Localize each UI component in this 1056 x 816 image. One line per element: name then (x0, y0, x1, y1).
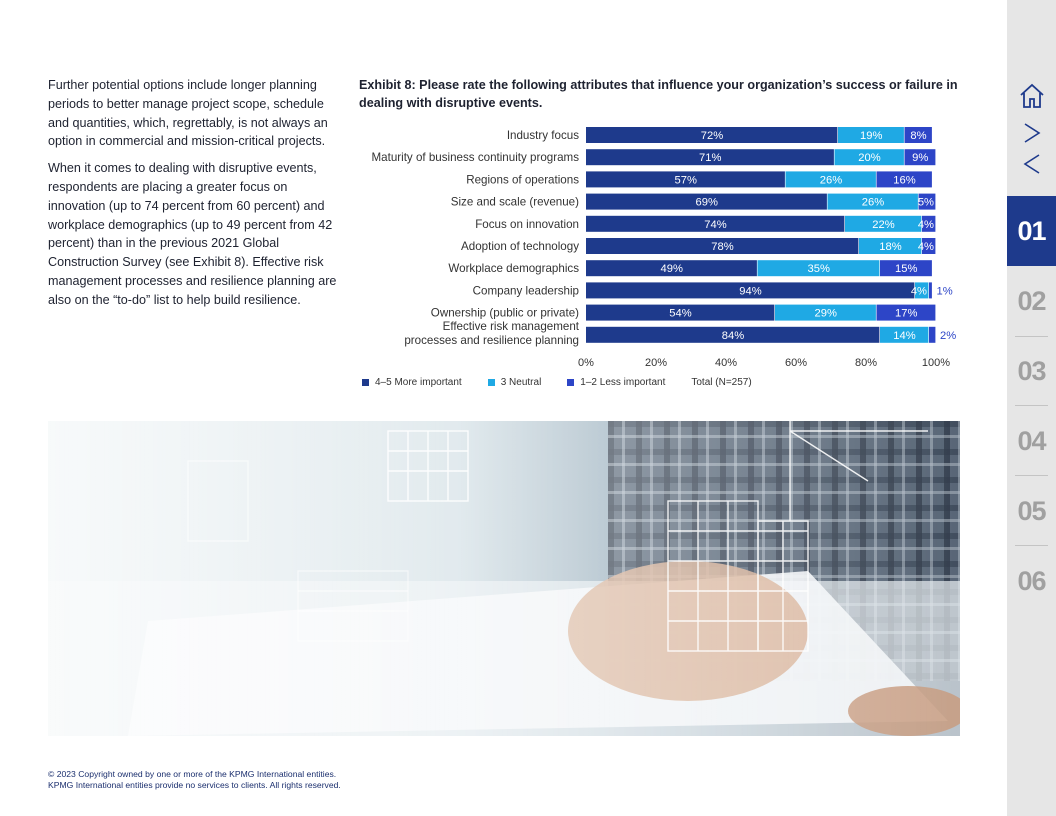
construction-hologram-photo (48, 421, 960, 736)
data-label: 9% (912, 152, 929, 165)
x-tick-label: 20% (644, 357, 668, 369)
data-label: 4% (917, 218, 934, 231)
data-label: 19% (860, 130, 883, 142)
data-label: 54% (669, 307, 692, 320)
x-tick-label: 80% (854, 357, 878, 369)
section-nav-02[interactable]: 02 (1017, 285, 1046, 316)
section-nav-01[interactable]: 01 (1007, 196, 1056, 266)
x-tick-label: 40% (714, 357, 738, 369)
copyright-footer (48, 769, 341, 791)
data-label: 15% (895, 263, 918, 276)
data-label: 22% (872, 218, 895, 231)
data-label: 78% (711, 241, 734, 253)
bar-segment (929, 282, 932, 298)
data-label: 71% (699, 152, 722, 165)
body-paragraph-1: Further potential options include longer planning periods to better manage project scope, schedule and quantities, which, regrettably, is not always an option in commercial and mission-critical projects. (48, 78, 328, 149)
data-label: 8% (910, 130, 927, 142)
section-nav-04[interactable]: 04 (1017, 425, 1046, 456)
section-nav-06[interactable]: 06 (1017, 565, 1046, 596)
copyright-line-1: © 2023 Copyright owned by one or more of the KPMG International entities. (48, 769, 337, 779)
body-paragraph-2: When it comes to dealing with disruptive events, respondents are placing a greater focus on innovation (up to 74 percent from 60 percent) and workplace demographics (up to 49 percent from 42 percent) than in the previous 2021 Global Construction Survey (see Exhibit 8). Effective risk management processes and resilience planning are also on the “to-do” list to help build resilience. (48, 161, 337, 307)
data-label: 26% (819, 174, 843, 187)
chart-legend (362, 377, 778, 388)
data-label: 84% (721, 329, 745, 342)
legend-swatch (488, 379, 495, 386)
data-label: 20% (858, 152, 881, 165)
data-label: 94% (739, 285, 762, 298)
x-tick-label: 0% (578, 357, 594, 369)
bar-segment (929, 327, 935, 343)
legend-item-more-important (362, 377, 462, 388)
data-label: 16% (893, 174, 916, 187)
category-label: Workplace demographics (448, 262, 579, 276)
legend-item-neutral (488, 377, 542, 388)
category-label: Adoption of technology (461, 240, 579, 253)
legend-swatch (362, 379, 369, 386)
legend-note (691, 377, 751, 388)
data-label: 72% (700, 130, 724, 142)
exhibit-title: Exhibit 8: Please rate the following attributes that influence your organization’s success or failure in dealing with disruptive events. (359, 78, 958, 110)
section-nav-03[interactable]: 03 (1017, 355, 1046, 386)
category-label: Size and scale (revenue) (450, 195, 579, 209)
legend-label: 1–2 Less important (580, 377, 666, 388)
chevron-left-icon[interactable] (1007, 152, 1056, 176)
data-label: 49% (660, 263, 683, 276)
data-label: 4% (917, 241, 934, 253)
data-label: 4% (910, 285, 927, 298)
data-label: 14% (893, 329, 916, 342)
category-label: Focus on innovation (475, 217, 579, 231)
section-sidebar (1007, 0, 1056, 816)
data-label: 29% (814, 307, 837, 320)
data-label: 2% (940, 329, 957, 342)
category-label: processes and resilience planning (404, 333, 579, 347)
category-label: Company leadership (472, 284, 579, 298)
photo-illustration (48, 421, 960, 736)
exhibit-8-chart (350, 120, 970, 370)
x-tick-label: 60% (784, 357, 808, 369)
legend-label: 3 Neutral (500, 377, 542, 388)
category-label: Effective risk management (442, 319, 579, 333)
category-label: Ownership (public or private) (430, 306, 579, 320)
category-label: Regions of operations (466, 173, 579, 187)
legend-item-less-important (567, 377, 665, 388)
body-text (48, 76, 340, 318)
category-label: Maturity of business continuity programs (371, 151, 579, 165)
legend-note-text: Total (N=257) (691, 377, 752, 388)
data-label: 26% (861, 196, 885, 209)
data-label: 74% (704, 218, 727, 231)
category-label: Industry focus (506, 129, 579, 142)
home-icon[interactable] (1007, 82, 1056, 110)
data-label: 69% (695, 196, 718, 209)
data-label: 18% (879, 241, 902, 253)
data-label: 57% (674, 174, 697, 187)
legend-swatch (567, 379, 574, 386)
data-label: 1% (936, 285, 953, 298)
data-label: 17% (895, 307, 918, 320)
data-label: 35% (807, 263, 830, 276)
chevron-right-icon[interactable] (1007, 121, 1056, 145)
copyright-line-2: KPMG International entities provide no services to clients. All rights reserved. (48, 780, 341, 790)
data-label: 5% (917, 196, 934, 209)
x-tick-label: 100% (921, 357, 951, 369)
legend-label: 4–5 More important (375, 377, 462, 388)
section-nav-05[interactable]: 05 (1017, 495, 1046, 526)
